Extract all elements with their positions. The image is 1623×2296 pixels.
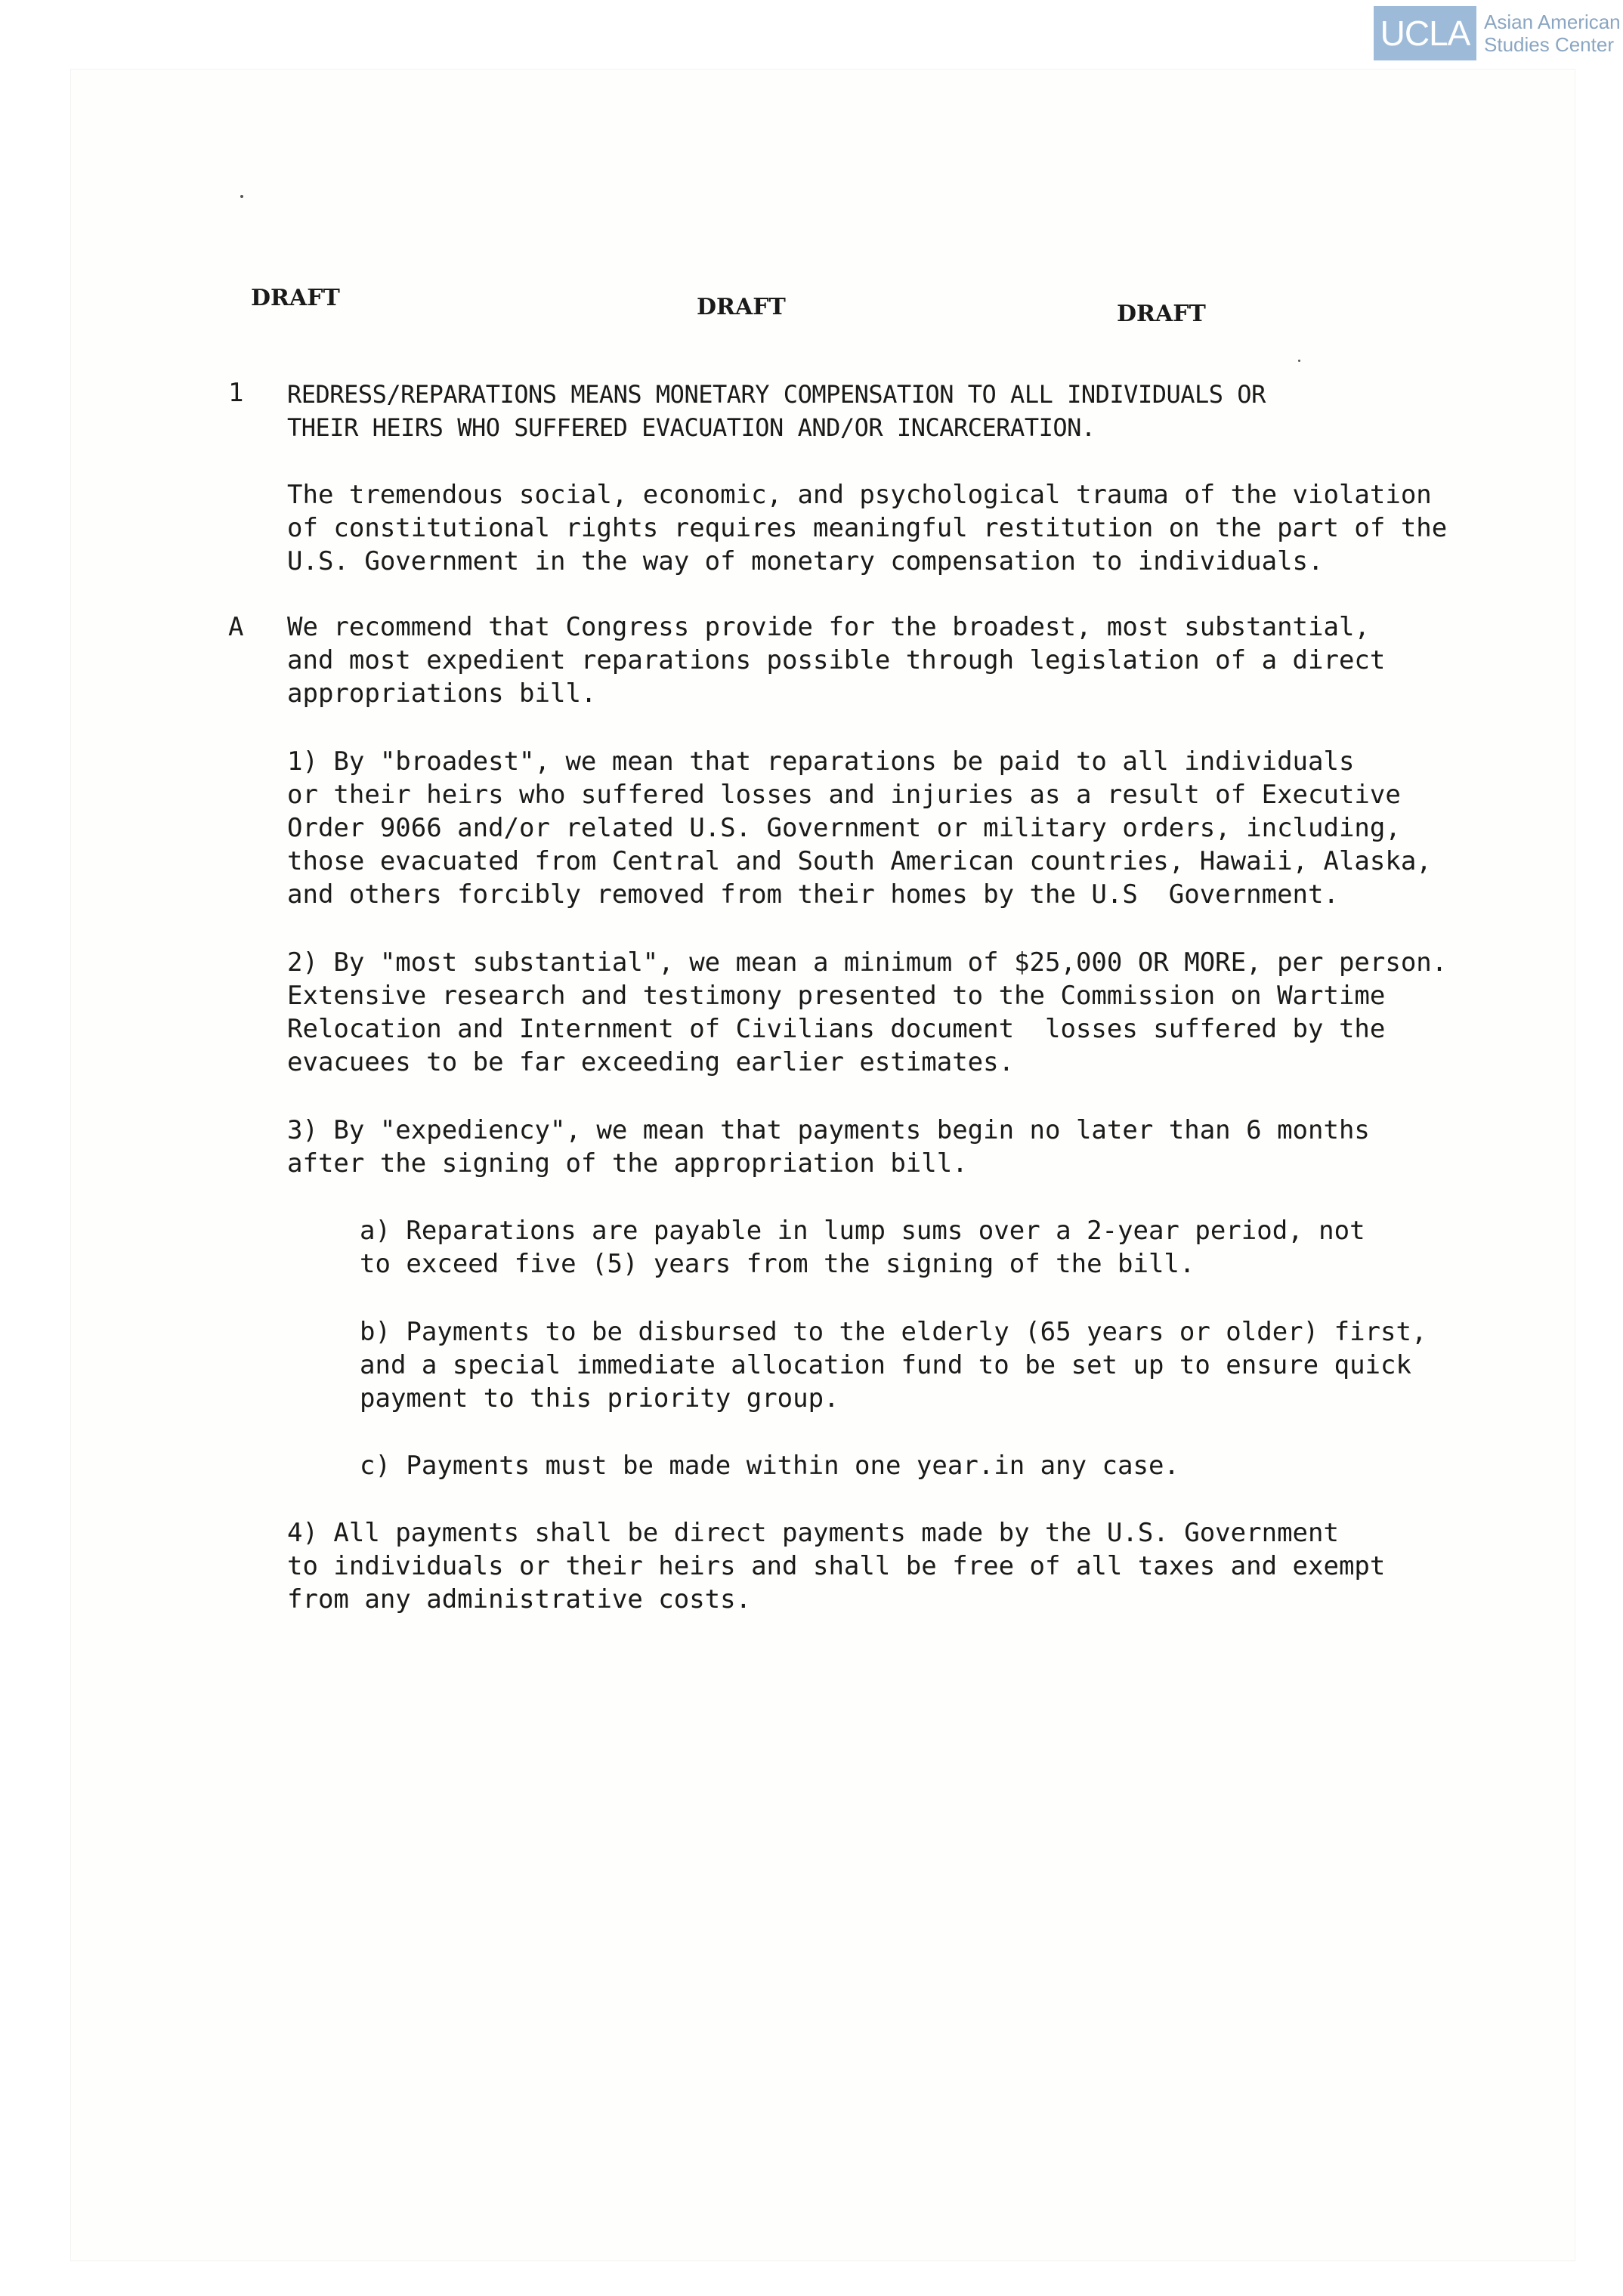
item-2-line: Relocation and Internment of Civilians document losses suffered by the xyxy=(287,1014,1386,1044)
item-1-line: or their heirs who suffered losses and injuries as a result of Executive xyxy=(287,780,1401,810)
item-3-line: 3) By "expediency", we mean that payments begin no later than 6 months xyxy=(287,1115,1370,1145)
section-1-marker: 1 xyxy=(228,378,244,408)
section-a-body-line: appropriations bill. xyxy=(287,678,597,709)
item-3a-line: to exceed five (5) years from the signing of the bill. xyxy=(360,1249,1195,1279)
section-1-body-line: of constitutional rights requires meaningful restitution on the part of the xyxy=(287,513,1448,543)
item-4-line: to individuals or their heirs and shall be free of all taxes and exempt xyxy=(287,1551,1386,1581)
section-1-body-line: The tremendous social, economic, and psychological trauma of the violation xyxy=(287,480,1432,510)
section-1-heading-line: REDRESS/REPARATIONS MEANS MONETARY COMPENSATION TO ALL INDIVIDUALS OR xyxy=(287,380,1266,409)
section-1-heading-line: THEIR HEIRS WHO SUFFERED EVACUATION AND/OR INCARCERATION. xyxy=(287,413,1096,442)
item-1-line: those evacuated from Central and South American countries, Hawaii, Alaska, xyxy=(287,846,1432,876)
item-3b-line: payment to this priority group. xyxy=(360,1383,839,1414)
section-a-body-line: and most expedient reparations possible through legislation of a direct xyxy=(287,645,1386,675)
item-3b-line: and a special immediate allocation fund to be set up to ensure quick xyxy=(360,1350,1411,1380)
item-3a-line: a) Reparations are payable in lump sums over a 2-year period, not xyxy=(360,1216,1365,1246)
section-a-marker: A xyxy=(228,612,244,642)
item-4-line: 4) All payments shall be direct payments made by the U.S. Government xyxy=(287,1518,1339,1548)
item-2-line: 2) By "most substantial", we mean a minimum of $25,000 OR MORE, per person. xyxy=(287,947,1448,978)
item-2-line: Extensive research and testimony presented to the Commission on Wartime xyxy=(287,981,1386,1011)
item-3-line: after the signing of the appropriation bill. xyxy=(287,1148,968,1179)
archive-name-line2: Studies Center xyxy=(1484,33,1614,56)
draft-label-center: DRAFT xyxy=(697,294,786,320)
draft-label-right: DRAFT xyxy=(1117,301,1206,327)
paper-speck xyxy=(240,195,243,198)
item-1-line: and others forcibly removed from their homes by the U.S Government. xyxy=(287,879,1339,910)
archive-name-line1: Asian American xyxy=(1484,11,1621,33)
section-a-body-line: We recommend that Congress provide for the broadest, most substantial, xyxy=(287,612,1370,642)
item-3b-line: b) Payments to be disbursed to the elderly (65 years or older) first, xyxy=(360,1317,1427,1347)
item-1-line: 1) By "broadest", we mean that reparations be paid to all individuals xyxy=(287,746,1355,777)
archive-watermark xyxy=(1374,6,1621,60)
item-4-line: from any administrative costs. xyxy=(287,1584,752,1615)
archive-name xyxy=(1484,11,1621,56)
paper-speck xyxy=(1298,360,1300,362)
item-2-line: evacuees to be far exceeding earlier estimates. xyxy=(287,1047,1015,1077)
item-3c-line: c) Payments must be made within one year.in any case. xyxy=(360,1451,1179,1481)
section-1-body-line: U.S. Government in the way of monetary compensation to individuals. xyxy=(287,546,1324,576)
draft-label-left: DRAFT xyxy=(251,285,340,311)
ucla-logo: UCLA xyxy=(1374,6,1476,60)
item-1-line: Order 9066 and/or related U.S. Government or military orders, including, xyxy=(287,813,1401,843)
